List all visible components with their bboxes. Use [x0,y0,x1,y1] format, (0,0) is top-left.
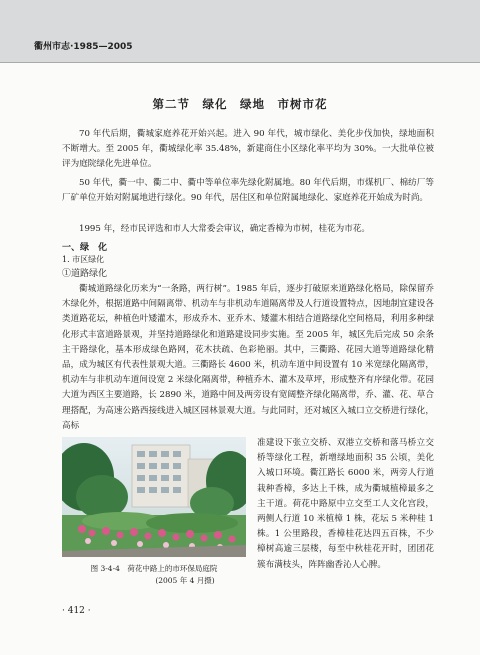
page-number: · 412 · [62,606,91,616]
photo-environment-bureau-courtyard [62,437,246,557]
running-title: 衢州市志·1985—2005 [34,42,133,52]
section-title: 第二节 绿化 绿地 市树市花 [152,97,328,111]
paragraph-1: 70 年代后期，衢城家庭养花开始兴起。进入 90 年代，城市绿化、美化步伐加快，绿地面积不断增大。至 2005 年，衢城绿化率 35.48%，新建商住小区绿化率平均为 30%。一大批单位被评为庭院绿化先进单位。 [62,129,434,170]
header-divider [0,62,480,63]
heading-road-greening: ①道路绿化 [62,269,108,279]
heading-urban-greening: 1. 市区绿化 [62,255,105,264]
figure-caption-text: 图 3-4-4 荷花中路上的市环保局庭院 [90,564,218,573]
heading-greening: 一、绿 化 [62,243,108,253]
paragraph-2: 50 年代，衢一中、衢二中、衢中等单位率先绿化附属地。80 年代后期，市煤机厂、棉纺厂等厂矿单位开始对附属地进行绿化。90 年代，居住区和单位附属地绿化、家庭养花开始成为时尚。 [62,178,434,204]
paragraph-road-greening-cont: 准建设下张立交桥、双港立交桥和落马桥立交桥等绿化工程，新增绿地面积 35 公顷，美化入城口环境。衢江路长 6000 米，两旁人行道栽种香樟，多达上千株，成为衢城植樟最多之主干道。荷花中路原中立交至工人文化宫段，两侧人行道 10 米植樟 1 株，花坛 5 米种桂 1 株。1 公里路段，香樟桂花达四五百株，不少樟树高逾三层楼，每至中秋桂花开时，团团花簇布满枝头，阵阵幽香沁人心脾。 [257,438,434,570]
page-header [0,0,480,62]
paragraph-road-greening: 衢城道路绿化历来为“一条路，两行树”。1985 年后，逐步打破原来道路绿化格局，除保留乔木绿化外，根据道路中间隔离带、机动车与非机动车道隔离带及人行道设置特点，因地制宜建设各类道路花坛，种植色叶矮灌木，形成乔木、亚乔木、矮灌木相结合道路绿化空间格局，利用多种绿化形式丰富道路景观，并坚持道路绿化和道路建设同步实施。至 2005 年，城区先后完成 50 余条主干路绿化，基本形成绿色路网，花木扶疏、色彩艳丽。其中，三衢路、花园大道等道路绿化精品，成为城区有代表性景观大道。三衢路长 4600 米，机动车道中间设置有 10 米宽绿化隔离带，机动车与非机动车道间设宽 2 米绿化隔离带，种植乔木、灌木及草坪，形成整齐有序绿化带。花园大道为西区主要道路，长 2890 米，道路中间及两旁设有宽阔整齐绿化隔离带，乔、灌、花、草合理搭配，为高速公路西接线进入城区园林景观大道。与此同时，还对城区入城口立交桥进行绿化，高标 [62,284,434,431]
figure-caption [62,563,246,587]
photo-illustration [62,437,246,557]
paragraph-3: 1995 年，经市民评选和市人大常委会审议，确定香樟为市树，桂花为市花。 [79,224,371,234]
figure-caption-date: (2005 年 4 月摄) [155,576,215,585]
